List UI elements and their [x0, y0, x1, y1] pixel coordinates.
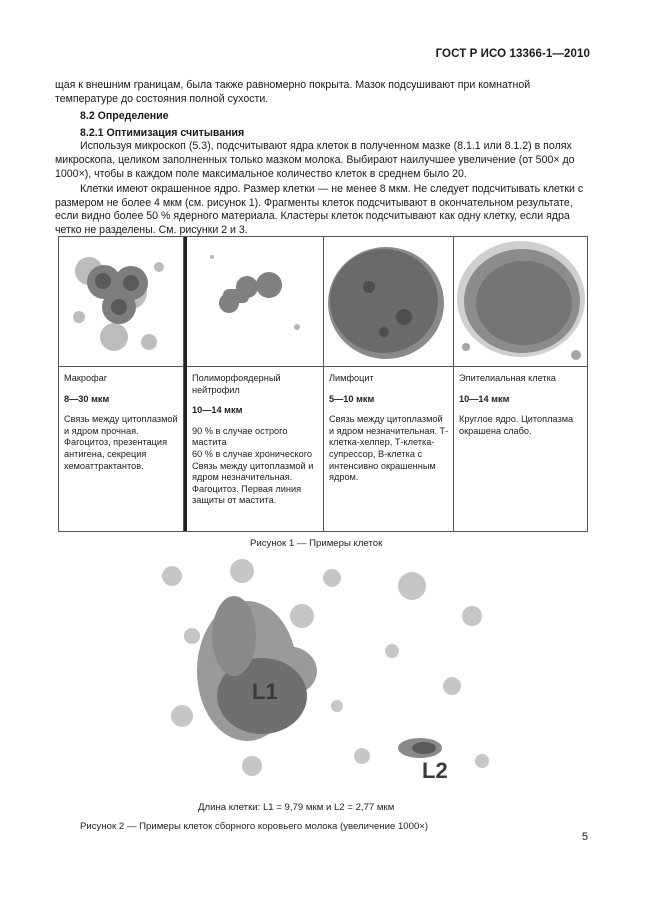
cell-column-lymphocyte [324, 237, 454, 531]
cell-column-epithelial [454, 237, 589, 531]
lymphocyte-size: 5—10 мкм [329, 393, 375, 404]
epithelial-name: Эпителиальная клетка [459, 373, 556, 383]
macrophage-size: 8—30 мкм [64, 393, 110, 404]
figure2-length-note: Длина клетки: L1 = 9,79 мкм и L2 = 2,77 мкм [198, 802, 395, 813]
neutrophil-name: Полиморфоядерный нейтрофил [192, 373, 281, 395]
lymphocyte-desc: Связь между цитоплазмой и ядром незначительная. Т-клетка-хелпер, Т-клетка-супрессор, В-клетка с интенсивно окрашенным ядром. [329, 414, 449, 483]
paragraph-continuation: щая к внешним границам, была также равномерно покрыта. Мазок подсушивают при комнатной температуре до состояния полной сухости. [55, 79, 531, 105]
macrophage-image [59, 237, 183, 366]
body-text [55, 79, 590, 238]
lymphocyte-name: Лимфоцит [329, 373, 374, 383]
epithelial-image [454, 237, 588, 366]
document-header: ГОСТ Р ИСО 13366-1—2010 [435, 48, 590, 60]
epithelial-desc: Круглое ядро. Цитоплазма окрашена слабо. [459, 414, 574, 436]
neutrophil-desc: 90 % в случае острого мастита 60 % в случае хронического Связь между цитоплазмой и ядром незначительная. Фагоцитоз. Первая линия защиты от мастита. [192, 425, 314, 506]
figure2-micrograph [152, 556, 497, 796]
macrophage-name: Макрофаг [64, 373, 108, 383]
paragraph-cells: Клетки имеют окрашенное ядро. Размер клетки — не менее 8 мкм. Не следует подсчитывать клетки с размером не более 4 мкм (см. рисунок 1). Фрагменты клеток подсчитывают в окончательном результате, если видно более 50 % ядерного материала. Кластеры клеток подсчитывают как одну клетку, если ядра четко не разделены. См. рисунки 2 и 3. [55, 183, 584, 236]
cell-label-l1: L1 [252, 679, 278, 704]
figure1-cell-table [58, 236, 588, 532]
macrophage-desc: Связь между цитоплазмой и ядром прочная. Фагоцитоз, презентация антигена, секреция хемоаттрактантов. [64, 414, 178, 471]
figure2-caption: Рисунок 2 — Примеры клеток сборного коровьего молока (увеличение 1000×) [80, 821, 429, 832]
epithelial-text [459, 373, 585, 437]
macrophage-text [64, 373, 179, 472]
lymphocyte-image [324, 237, 453, 366]
cell-column-macrophage [59, 237, 184, 531]
section-heading-8-2: 8.2 Определение [80, 110, 169, 123]
neutrophil-image [187, 237, 323, 366]
neutrophil-size: 10—14 мкм [192, 405, 243, 416]
cell-column-neutrophil [184, 237, 324, 531]
cell-label-l2: L2 [422, 758, 448, 783]
page-number: 5 [581, 831, 588, 843]
epithelial-size: 10—14 мкм [459, 393, 510, 404]
section-heading-8-2-1: 8.2.1 Оптимизация считывания [80, 126, 245, 139]
neutrophil-text [192, 373, 319, 507]
paragraph-optimization: Используя микроскоп (5.3), подсчитывают ядра клеток в полученном мазке (8.1.1 или 8.1.2) в полях микроскопа, целиком заполненных только мазком молока. Выбирают наилучшее увеличение (от 500× до 1000×), чтобы в каждом поле максимальное количество клеток в среднем было 20. [55, 140, 575, 180]
cell-l2-shape [398, 738, 442, 758]
figure1-caption: Рисунок 1 — Примеры клеток [250, 538, 383, 549]
lymphocyte-text [329, 373, 449, 484]
